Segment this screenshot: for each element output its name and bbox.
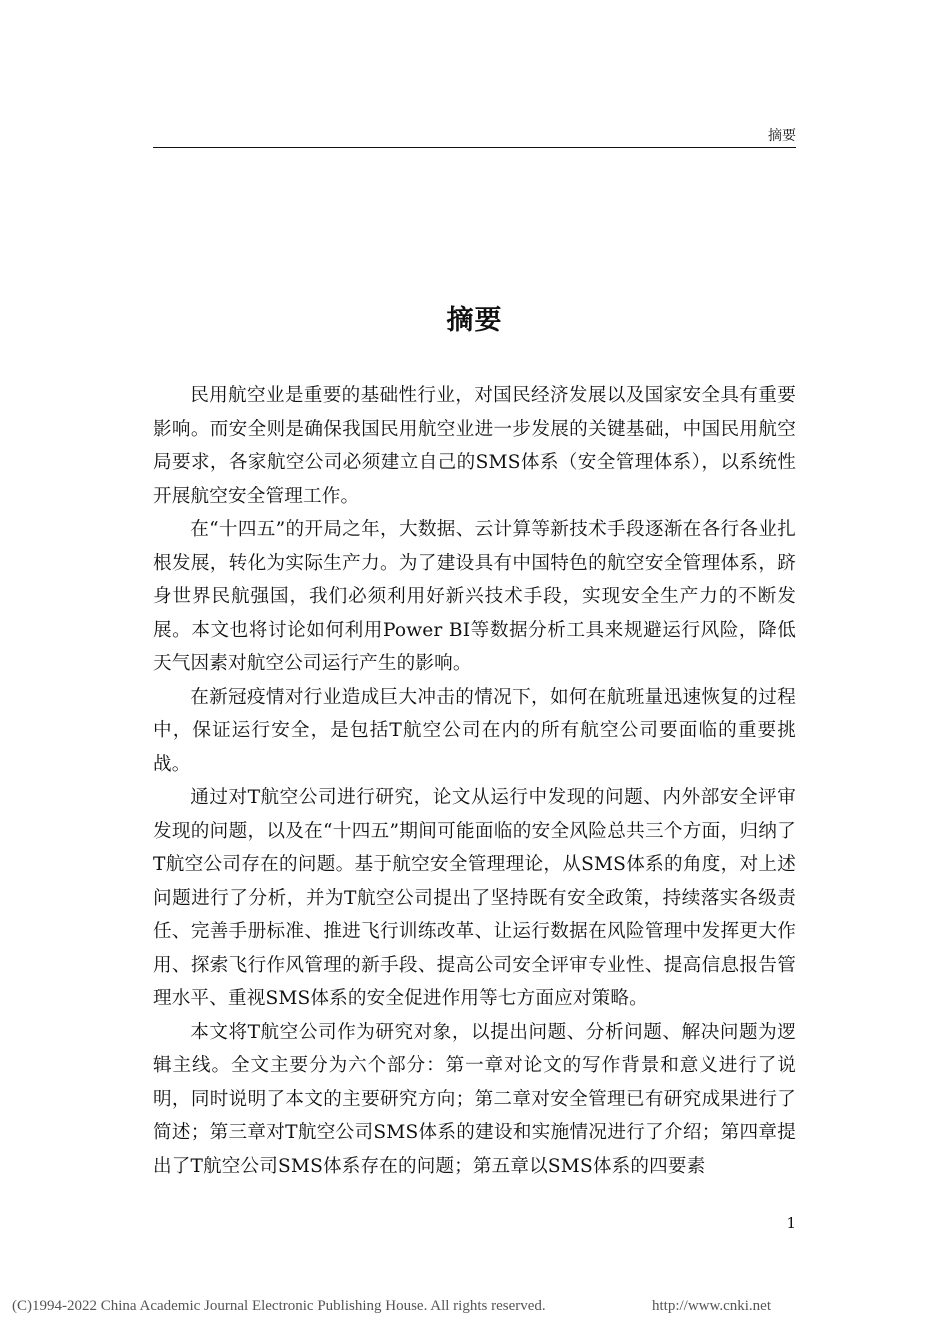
abstract-body xyxy=(153,379,796,1183)
page-title: 摘要 xyxy=(446,305,503,337)
running-header: 摘要 xyxy=(768,128,796,144)
footer-copyright: (C)1994-2022 China Academic Journal Electronic Publishing House. All rights reserved. xyxy=(12,1298,546,1314)
paragraph-2: 在“十四五”的开局之年，大数据、云计算等新技术手段逐渐在各行各业扎根发展，转化为实际生产力。为了建设具有中国特色的航空安全管理体系，跻身世界民航强国，我们必须利用好新兴技术手段，实现安全生产力的不断发展。本文也将讨论如何利用Power BI等数据分析工具来规避运行风险，降低天气因素对航空公司运行产生的影响。 xyxy=(153,519,796,674)
page-number: 1 xyxy=(786,1214,796,1232)
paragraph-4: 通过对T航空公司进行研究，论文从运行中发现的问题、内外部安全评审发现的问题，以及在“十四五”期间可能面临的安全风险总共三个方面，归纳了T航空公司存在的问题。基于航空安全管理理论，从SMS体系的角度，对上述问题进行了分析，并为T航空公司提出了坚持既有安全政策，持续落实各级责任、完善手册标准、推进飞行训练改革、让运行数据在风险管理中发挥更大作用、探索飞行作风管理的新手段、提高公司安全评审专业性、提高信息报告管理水平、重视SMS体系的安全促进作用等七方面应对策略。 xyxy=(153,787,796,1009)
paragraph-1: 民用航空业是重要的基础性行业，对国民经济发展以及国家安全具有重要影响。而安全则是确保我国民用航空业进一步发展的关键基础，中国民用航空局要求，各家航空公司必须建立自己的SMS体系（安全管理体系），以系统性开展航空安全管理工作。 xyxy=(153,385,796,507)
header-rule xyxy=(153,147,796,148)
paragraph-5: 本文将T航空公司作为研究对象，以提出问题、分析问题、解决问题为逻辑主线。全文主要分为六个部分：第一章对论文的写作背景和意义进行了说明，同时说明了本文的主要研究方向；第二章对安全管理已有研究成果进行了简述；第三章对T航空公司SMS体系的建设和实施情况进行了介绍；第四章提出了T航空公司SMS体系存在的问题；第五章以SMS体系的四要素 xyxy=(153,1021,796,1177)
paragraph-3: 在新冠疫情对行业造成巨大冲击的情况下，如何在航班量迅速恢复的过程中，保证运行安全，是包括T航空公司在内的所有航空公司要面临的重要挑战。 xyxy=(153,686,796,775)
footer-url: http://www.cnki.net xyxy=(652,1298,772,1314)
